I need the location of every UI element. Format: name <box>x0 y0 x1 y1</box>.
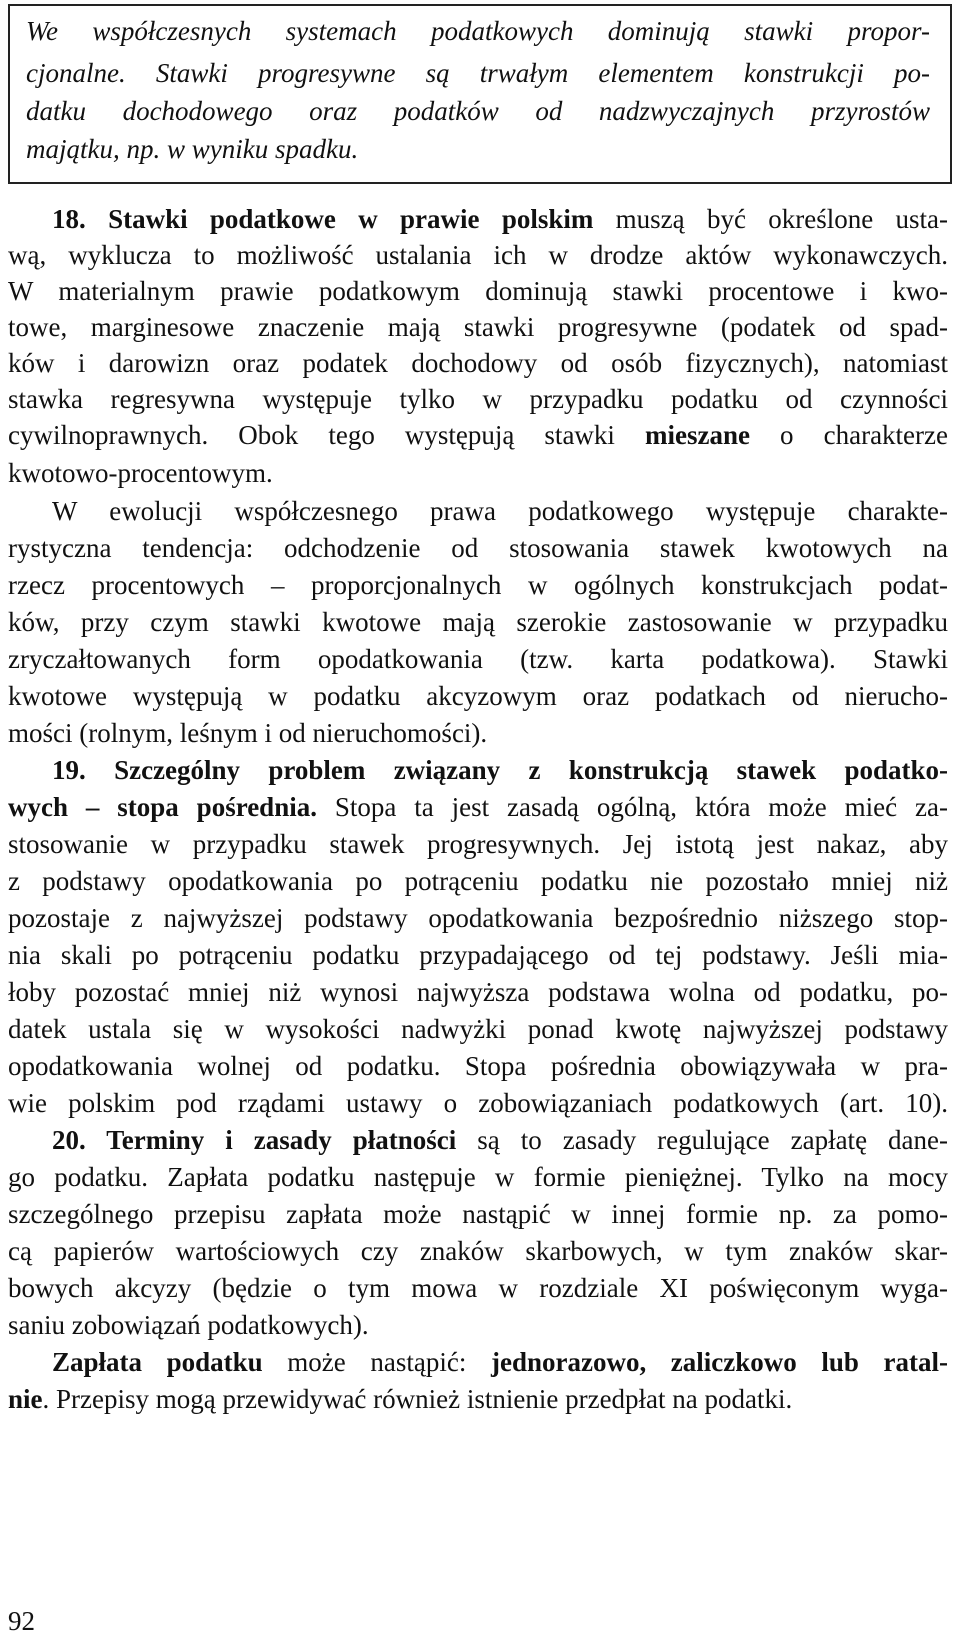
section-20-heading-line <box>52 1123 948 1157</box>
section-20-heading: 20. Terminy i zasady płatności <box>52 1125 457 1155</box>
payment-term: Zapłata podatku <box>52 1347 263 1377</box>
section-18-mixed-line <box>8 418 948 452</box>
payment-text: . Przepisy mogą przewidywać również istnienie przedpłat na podatki. <box>42 1384 793 1414</box>
section-18-line: stawka regresywna występuje tylko w przypadku podatku od czynności <box>8 384 948 414</box>
section-19-line: stosowanie w przypadku stawek progresywnych. Jej istotą jest nakaz, aby <box>8 829 948 859</box>
section-18-text: cywilnoprawnych. Obok tego występują stawki <box>8 420 645 450</box>
section-20-text: są to zasady regulujące zapłatę dane- <box>456 1125 948 1155</box>
payment-methods: jednorazowo, zaliczkowo lub ratal- <box>490 1347 948 1377</box>
section-19-line: pozostaje z najwyższej podstawy opodatkowania bezpośrednio niższego stop- <box>8 903 948 933</box>
section-19-text: Stopa ta jest zasadą ogólną, która może mieć za- <box>316 792 948 822</box>
section-19-line: łoby pozostać mniej niż wynosi najwyższa podstawa wolna od podatku, po- <box>8 977 948 1007</box>
section-18-line: W materialnym prawie podatkowym dominują stawki procentowe i kwo- <box>8 276 948 306</box>
section-18-text: o charakterze <box>749 420 948 450</box>
payment-line <box>8 1382 948 1416</box>
section-18-text: muszą być określone usta- <box>593 204 949 234</box>
evolution-line: rystyczna tendencja: odchodzenie od stosowania stawek kwotowych na <box>8 533 948 563</box>
section-18-heading-line <box>52 202 948 236</box>
note-line: cjonalne. Stawki progresywne są trwałym elementem konstrukcji po- <box>26 58 930 88</box>
evolution-line: W ewolucji współczesnego prawa podatkowego występuje charakte- <box>52 496 948 526</box>
section-19-heading-line <box>8 790 948 824</box>
section-18-line: towe, marginesowe znaczenie mają stawki progresywne (podatek od spad- <box>8 312 948 342</box>
section-19-heading-end: wych – stopa pośrednia. <box>8 792 317 822</box>
evolution-line: rzecz procentowych – proporcjonalnych w ogólnych konstrukcjach podat- <box>8 570 948 600</box>
evolution-line: zryczałtowanych form opodatkowania (tzw. karta podatkowa). Stawki <box>8 644 948 674</box>
section-19-heading: 19. Szczególny problem związany z konstrukcją stawek podatko- <box>52 755 948 785</box>
section-20-line: bowych akcyzy (będzie o tym mowa w rozdziale XI poświęconym wyga- <box>8 1273 948 1303</box>
section-20-line: saniu zobowiązań podatkowych). <box>8 1310 369 1340</box>
section-20-line: go podatku. Zapłata podatku następuje w formie pieniężnej. Tylko na mocy <box>8 1162 948 1192</box>
payment-methods-end: nie <box>8 1384 43 1414</box>
section-19-line: wie polskim pod rządami ustawy o zobowiązaniach podatkowych (art. 10). <box>8 1088 948 1118</box>
note-line: majątku, np. w wyniku spadku. <box>26 134 359 164</box>
section-18-number: 18. <box>52 204 86 234</box>
evolution-line: ków, przy czym stawki kwotowe mają szerokie zastosowanie w przypadku <box>8 607 948 637</box>
section-19-line: z podstawy opodatkowania po potrąceniu podatku nie pozostało mniej niż <box>8 866 948 896</box>
section-20-line: szczególnego przepisu zapłata może nastąpić w innej formie np. za pomo- <box>8 1199 948 1229</box>
note-line: datku dochodowego oraz podatków od nadzwyczajnych przyrostów <box>26 96 930 126</box>
section-20-line: cą papierów wartościowych czy znaków skarbowych, w tym znaków skar- <box>8 1236 948 1266</box>
section-18-heading: Stawki podatkowe w prawie polskim <box>108 204 594 234</box>
section-19-line: datek ustala się w wysokości nadwyżki ponad kwotę najwyższej podstawy <box>8 1014 948 1044</box>
page-number: 92 <box>8 1606 35 1636</box>
evolution-line: mości (rolnym, leśnym i od nieruchomości). <box>8 718 488 748</box>
section-18-line: ków i darowizn oraz podatek dochodowy od osób fizycznych), natomiast <box>8 348 948 378</box>
payment-text: może nastąpić: <box>262 1347 491 1377</box>
section-19-line: nia skali po potrąceniu podatku przypadającego od tej podstawy. Jeśli mia- <box>8 940 948 970</box>
section-18-line: kwotowo-procentowym. <box>8 458 273 488</box>
note-line: We współczesnych systemach podatkowych dominują stawki propor- <box>26 16 930 46</box>
evolution-line: kwotowe występują w podatku akcyzowym oraz podatkach od nierucho- <box>8 681 948 711</box>
payment-line <box>52 1345 948 1379</box>
section-18-line: wą, wyklucza to możliwość ustalania ich w drodze aktów wykonawczych. <box>8 240 948 270</box>
section-19-line: opodatkowania wolnej od podatku. Stopa pośrednia obowiązywała w pra- <box>8 1051 948 1081</box>
mieszane-term: mieszane <box>645 420 750 450</box>
